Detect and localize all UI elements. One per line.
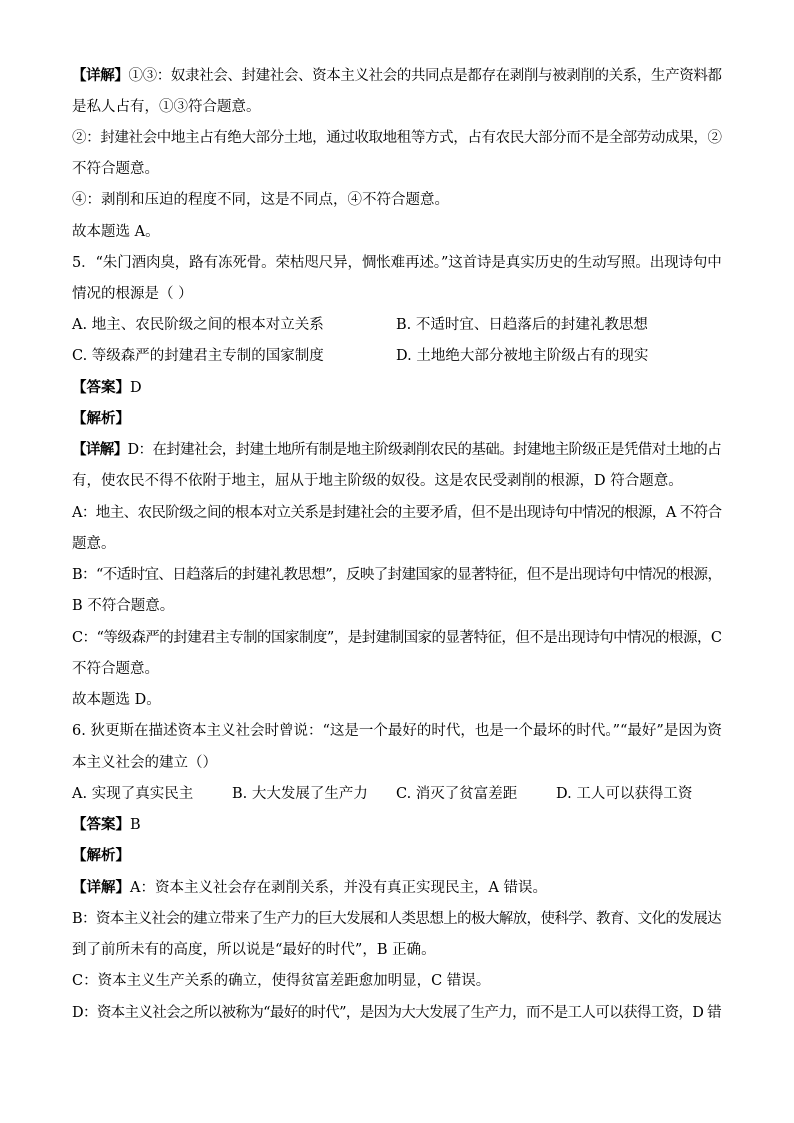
- answer-label: 【答案】: [72, 816, 130, 833]
- prev-detail-line-4: 不符合题意。: [72, 161, 159, 177]
- q5-option-a: A. 地主、农民阶级之间的根本对立关系: [72, 317, 324, 333]
- q5-option-b: B. 不适时宜、日趋落后的封建礼教思想: [396, 317, 648, 333]
- q5-detail-line-1: [72, 440, 721, 460]
- q6-option-d: D. 工人可以获得工资: [556, 786, 693, 802]
- q6-detail-line-3: 到了前所未有的高度，所以说是“最好的时代”，B 正确。: [72, 942, 436, 958]
- q6-option-b: B. 大大发展了生产力: [232, 786, 368, 802]
- q6-option-a: A. 实现了真实民主: [72, 786, 194, 802]
- answer-label: 【答案】: [72, 379, 130, 396]
- q5-detail-line-7: C：“等级森严的封建君主专制的国家制度”，是封建制国家的显著特征，但不是出现诗句中情况的根源，C: [72, 630, 722, 646]
- q5-analysis-label: 【解析】: [72, 410, 130, 427]
- q5-detail-line-4: 题意。: [72, 536, 116, 552]
- q6-answer: [72, 815, 141, 835]
- q6-detail-line-1: [72, 878, 547, 898]
- q6-answer-value: B: [130, 817, 141, 833]
- q5-stem-line-2: 情况的根源是（ ）: [72, 286, 193, 302]
- q6-detail-text: A：资本主义社会存在剥削关系，并没有真正实现民主，A 错误。: [130, 880, 548, 896]
- detail-label: 【详解】: [72, 879, 130, 896]
- q5-answer: [72, 378, 142, 398]
- prev-conclusion: 故本题选 A。: [72, 224, 160, 240]
- q5-answer-value: D: [130, 380, 142, 396]
- prev-detail-line-2: 是私人占有，①③符合题意。: [72, 99, 261, 115]
- q6-analysis-label: 【解析】: [72, 847, 130, 864]
- q5-detail-line-3: A：地主、农民阶级之间的根本对立关系是封建社会的主要矛盾，但不是出现诗句中情况的根源，A 不符合: [72, 505, 722, 521]
- q5-detail-text: D：在封建社会，封建土地所有制是地主阶级剥削农民的基础。封建地主阶级正是凭借对土地的占: [127, 442, 722, 458]
- q6-stem-line-2: 本主义社会的建立（）: [72, 755, 217, 771]
- prev-detail-line-3: ②：封建社会中地主占有绝大部分土地，通过收取地租等方式，占有农民大部分而不是全部劳动成果，②: [72, 130, 722, 146]
- detail-label: 【详解】: [72, 441, 128, 458]
- q5-option-d: D. 土地绝大部分被地主阶级占有的现实: [396, 348, 649, 364]
- q6-detail-line-2: B：资本主义社会的建立带来了生产力的巨大发展和人类思想上的极大解放，使科学、教育、文化的发展达: [72, 911, 722, 927]
- q5-conclusion: 故本题选 D。: [72, 692, 161, 708]
- prev-detail-line-1: [72, 66, 722, 86]
- prev-detail-text: ①③：奴隶社会、封建社会、资本主义社会的共同点是都存在剥削与被剥削的关系，生产资料都: [128, 68, 722, 84]
- q5-stem-line-1: 5．“朱门酒肉臭，路有冻死骨。荣枯咫尺异，惆怅难再述。”这首诗是真实历史的生动写照。出现诗句中: [72, 255, 722, 271]
- q5-option-c: C. 等级森严的封建君主专制的国家制度: [72, 348, 324, 364]
- q5-detail-line-5: B：“不适时宜、日趋落后的封建礼教思想”，反映了封建国家的显著特征，但不是出现诗句中情况的根源，: [72, 567, 722, 583]
- prev-detail-line-5: ④：剥削和压迫的程度不同，这是不同点，④不符合题意。: [72, 192, 449, 208]
- q6-detail-line-4: C：资本主义生产关系的确立，使得贫富差距愈加明显，C 错误。: [72, 973, 491, 989]
- q6-detail-line-5: D：资本主义社会之所以被称为“最好的时代”，是因为大大发展了生产力，而不是工人可以获得工资，D 错: [72, 1005, 722, 1021]
- q6-option-c: C. 消灭了贫富差距: [396, 786, 518, 802]
- q5-detail-line-6: B 不符合题意。: [72, 598, 175, 614]
- q5-detail-line-2: 有，使农民不得不依附于地主，屈从于地主阶级的奴役。这是农民受剥削的根源，D 符合题意。: [72, 473, 683, 489]
- q6-stem-line-1: 6. 狄更斯在描述资本主义社会时曾说：“这是一个最好的时代，也是一个最坏的时代。”“最好”是因为资: [72, 723, 722, 739]
- q5-detail-line-8: 不符合题意。: [72, 661, 159, 677]
- detail-label: 【详解】: [72, 67, 129, 84]
